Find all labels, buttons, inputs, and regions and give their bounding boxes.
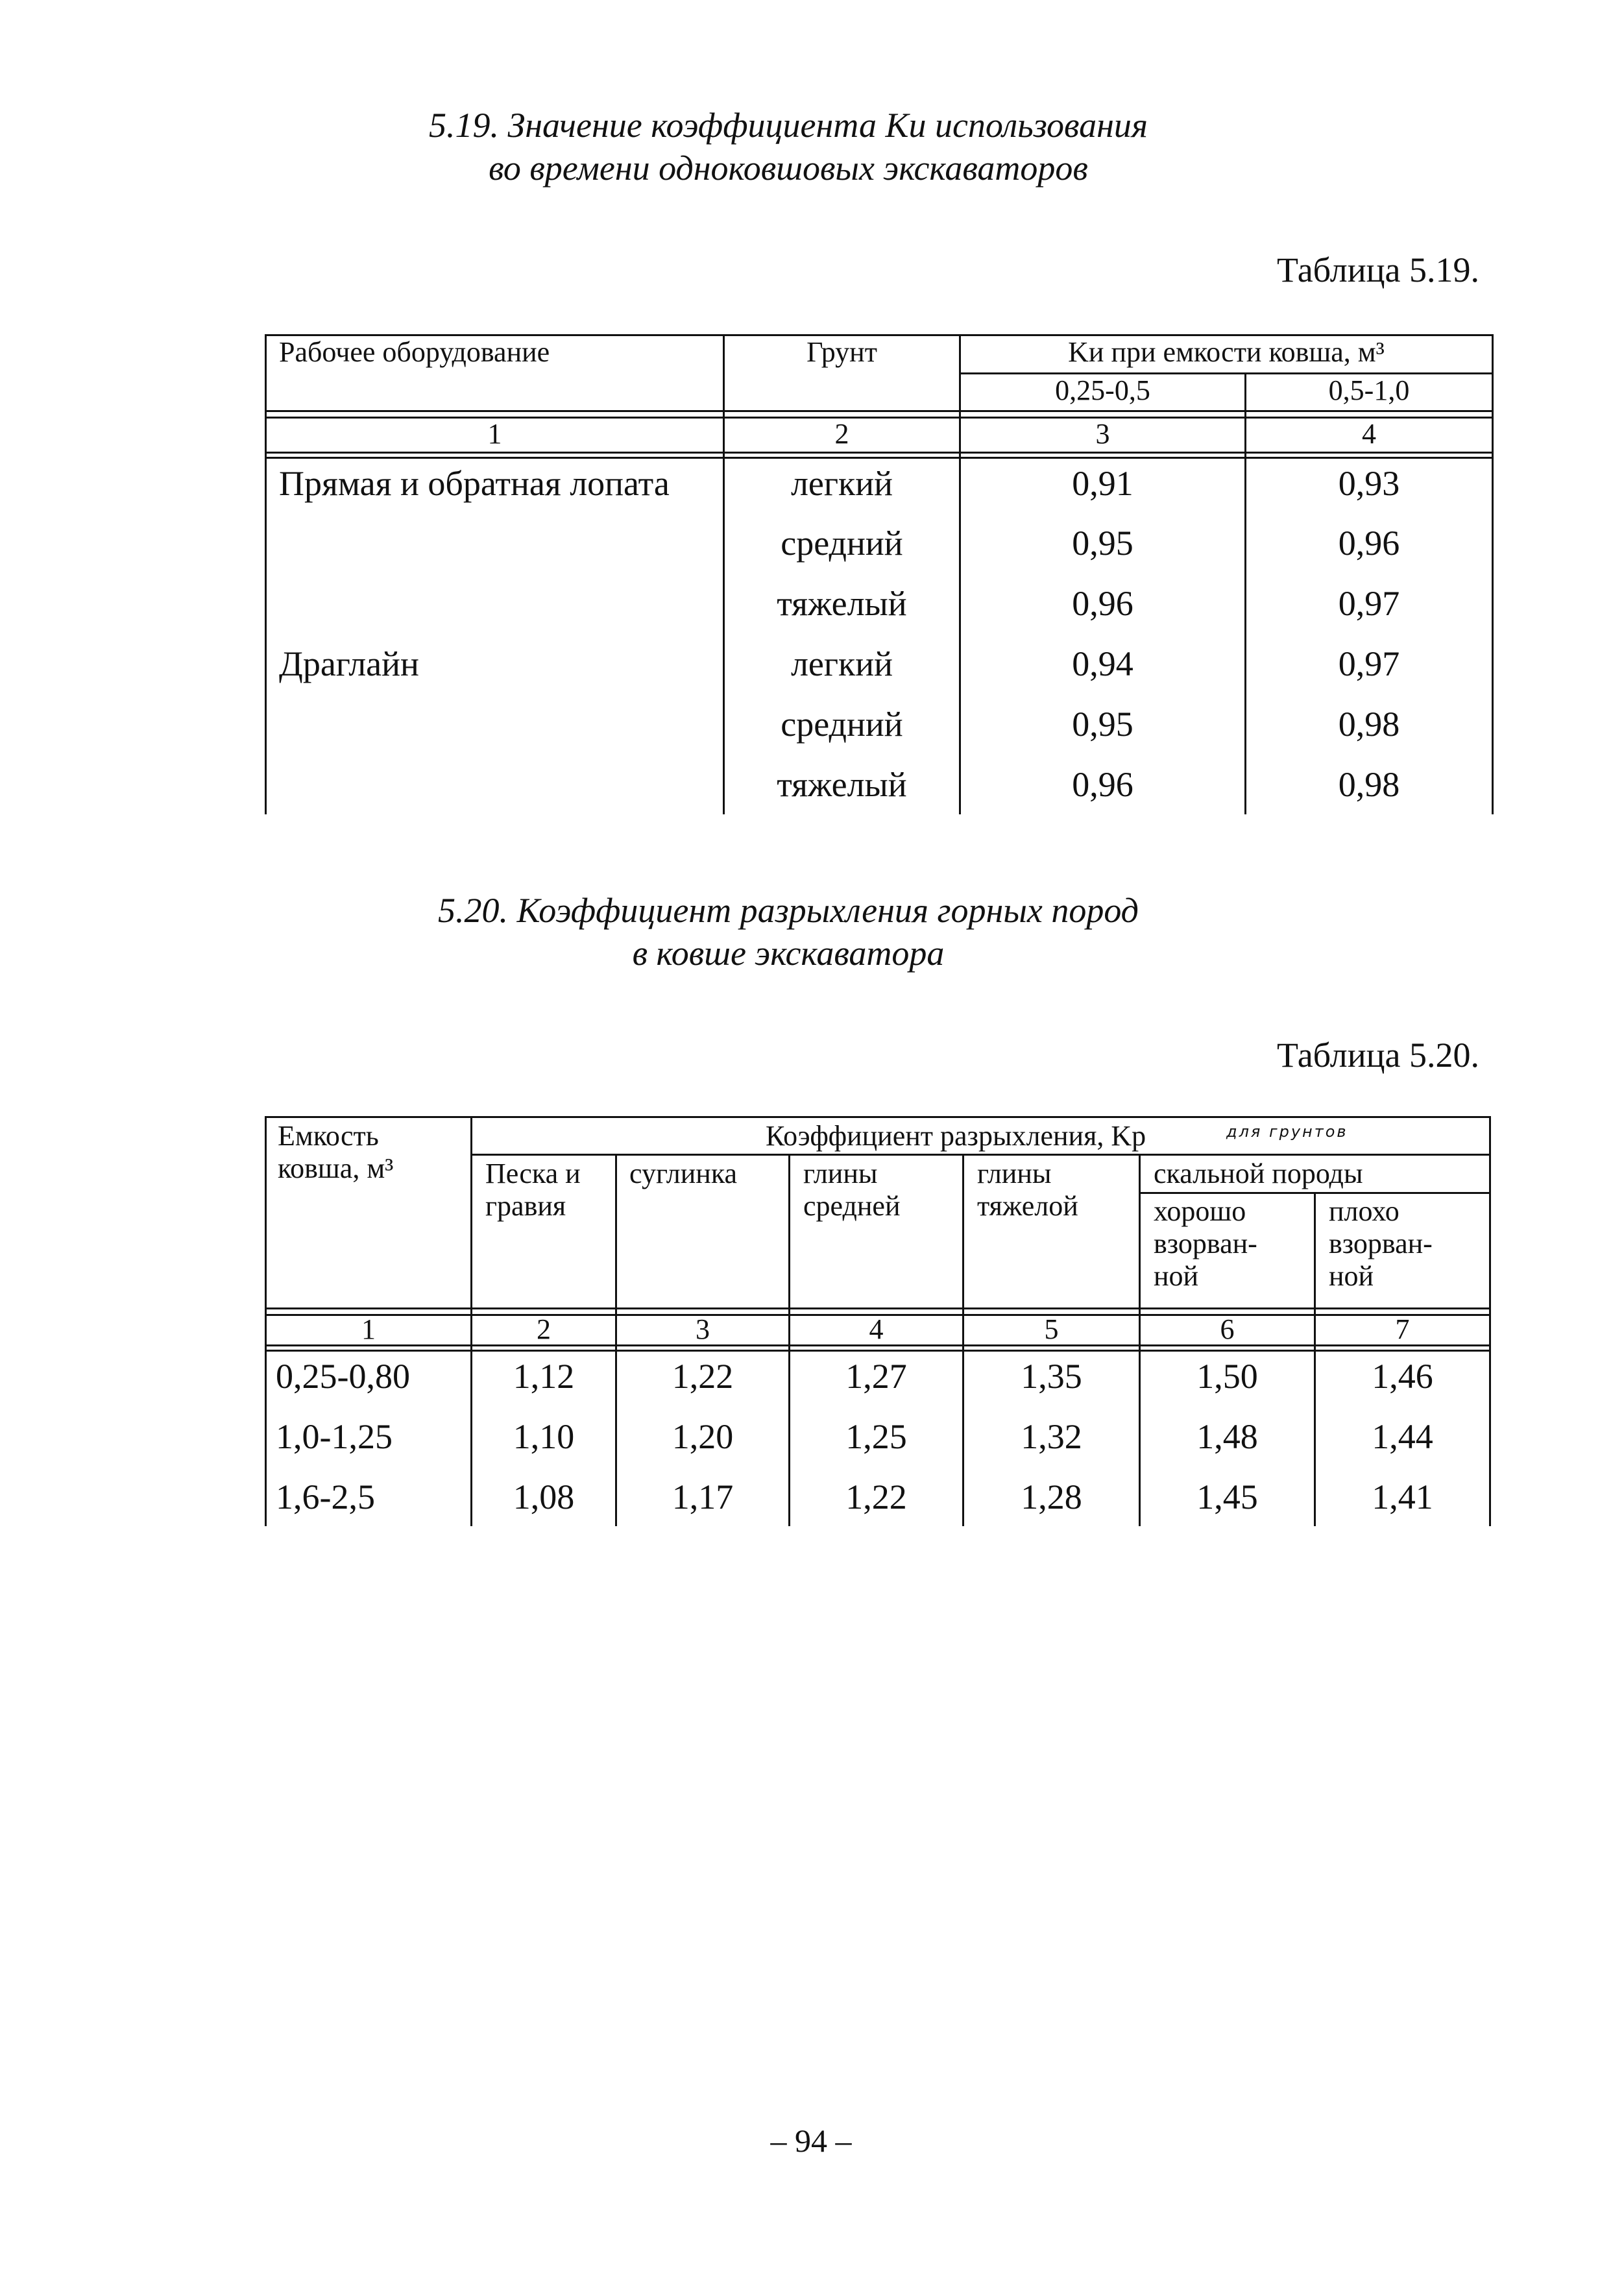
heading-line-1: 5.20. Коэффициент разрыхления горных пород — [438, 891, 1139, 930]
row-3-clay-mid: 1,22 — [845, 1477, 907, 1516]
row-1-clay-mid: 1,27 — [845, 1357, 907, 1396]
header-cap-1: 0,25-0,5 — [1055, 374, 1150, 406]
row-2-soil: средний — [781, 524, 903, 563]
header-rock: скальной породы — [1154, 1158, 1363, 1189]
page-number: – 94 – — [770, 2122, 852, 2159]
col-number-3: 3 — [696, 1313, 710, 1345]
col-number-7: 7 — [1395, 1313, 1410, 1345]
header-clay-mid — [803, 1158, 901, 1222]
col-number-4: 4 — [1362, 418, 1376, 450]
row-6-v1: 0,96 — [1072, 765, 1133, 804]
row-3-rock-bad: 1,41 — [1372, 1477, 1433, 1516]
header-k-group: Kи при емкости ковша, м³ — [1068, 336, 1385, 368]
row-4-soil: легкий — [790, 644, 893, 683]
header-capacity-line-1: Емкость — [278, 1120, 379, 1152]
row-2-v2: 0,96 — [1338, 524, 1400, 563]
row-1-v1: 0,91 — [1072, 464, 1133, 503]
header-equipment: Рабочее оборудование — [279, 336, 550, 368]
header-clay-heavy-line-2: тяжелой — [977, 1190, 1078, 1222]
col-number-1: 1 — [487, 418, 502, 450]
row-1-rock-good: 1,50 — [1196, 1357, 1258, 1396]
row-3-capacity: 1,6-2,5 — [276, 1477, 375, 1516]
heading-line-1: 5.19. Значение коэффициента Kи использования — [428, 106, 1148, 145]
row-3-rock-good: 1,45 — [1196, 1477, 1258, 1516]
row-1-soil: легкий — [790, 464, 893, 503]
row-3-soil: тяжелый — [777, 584, 907, 623]
table-520-label: Таблица 5.20. — [1277, 1036, 1479, 1075]
row-1-v2: 0,93 — [1338, 464, 1400, 503]
header-group: Коэффициент разрыхления, Kр — [766, 1120, 1146, 1152]
header-rock-good-line-2: взорван- — [1154, 1228, 1257, 1259]
header-cap-2: 0,5-1,0 — [1328, 374, 1410, 406]
header-group-handwritten: для грунтов — [1226, 1123, 1348, 1141]
header-sand-line-1: Песка и — [485, 1158, 581, 1189]
header-rock-bad-line-3: ной — [1329, 1260, 1374, 1292]
row-3-loam: 1,17 — [672, 1477, 734, 1516]
header-sand — [485, 1158, 581, 1222]
col-number-1: 1 — [361, 1313, 376, 1345]
header-clay-mid-line-1: глины — [803, 1158, 878, 1189]
row-5-v2: 0,98 — [1338, 705, 1400, 744]
row-2-sand: 1,10 — [513, 1417, 575, 1456]
heading-line-2: в ковше экскаватора — [632, 934, 945, 973]
col-number-2: 2 — [834, 418, 849, 450]
header-loam: суглинка — [629, 1158, 738, 1189]
row-1-capacity: 0,25-0,80 — [276, 1357, 410, 1396]
row-4-v1: 0,94 — [1072, 644, 1133, 683]
row-3-v1: 0,96 — [1072, 584, 1133, 623]
row-2-v1: 0,95 — [1072, 524, 1133, 563]
col-number-4: 4 — [869, 1313, 884, 1345]
row-1-loam: 1,22 — [672, 1357, 734, 1396]
header-clay-heavy-line-1: глины — [977, 1158, 1052, 1189]
row-5-soil: средний — [781, 705, 903, 744]
section-520-heading — [260, 889, 1317, 975]
header-clay-mid-line-2: средней — [803, 1190, 901, 1222]
header-rock-bad — [1329, 1195, 1433, 1293]
row-3-v2: 0,97 — [1338, 584, 1400, 623]
row-5-v1: 0,95 — [1072, 705, 1133, 744]
header-soil: Грунт — [806, 336, 877, 368]
header-rock-good-line-3: ной — [1154, 1260, 1199, 1292]
row-2-clay-heavy: 1,32 — [1021, 1417, 1082, 1456]
row-2-capacity: 1,0-1,25 — [276, 1417, 393, 1456]
header-clay-heavy — [977, 1158, 1078, 1222]
heading-line-2: во времени одноковшовых экскаваторов — [489, 149, 1088, 188]
col-number-3: 3 — [1095, 418, 1110, 450]
row-1-equipment: Прямая и обратная лопата — [279, 464, 670, 503]
header-rock-bad-line-2: взорван- — [1329, 1228, 1433, 1259]
col-number-6: 6 — [1220, 1313, 1235, 1345]
row-3-sand: 1,08 — [513, 1477, 575, 1516]
header-rock-good-line-1: хорошо — [1154, 1195, 1246, 1227]
col-number-5: 5 — [1044, 1313, 1059, 1345]
row-1-rock-bad: 1,46 — [1372, 1357, 1433, 1396]
row-2-rock-good: 1,48 — [1196, 1417, 1258, 1456]
row-6-v2: 0,98 — [1338, 765, 1400, 804]
row-4-equipment: Драглайн — [279, 644, 419, 683]
header-rock-bad-line-1: плохо — [1329, 1195, 1400, 1227]
section-519-heading — [260, 104, 1317, 189]
row-1-clay-heavy: 1,35 — [1021, 1357, 1082, 1396]
col-number-2: 2 — [537, 1313, 551, 1345]
table-519-label: Таблица 5.19. — [1277, 250, 1479, 289]
row-2-rock-bad: 1,44 — [1372, 1417, 1433, 1456]
header-capacity-line-2: ковша, м³ — [278, 1152, 394, 1184]
row-2-loam: 1,20 — [672, 1417, 734, 1456]
row-1-sand: 1,12 — [513, 1357, 575, 1396]
row-6-soil: тяжелый — [777, 765, 907, 804]
row-3-clay-heavy: 1,28 — [1021, 1477, 1082, 1516]
row-4-v2: 0,97 — [1338, 644, 1400, 683]
header-rock-good — [1154, 1195, 1257, 1293]
header-sand-line-2: гравия — [485, 1190, 566, 1222]
row-2-clay-mid: 1,25 — [845, 1417, 907, 1456]
header-capacity — [278, 1120, 393, 1185]
